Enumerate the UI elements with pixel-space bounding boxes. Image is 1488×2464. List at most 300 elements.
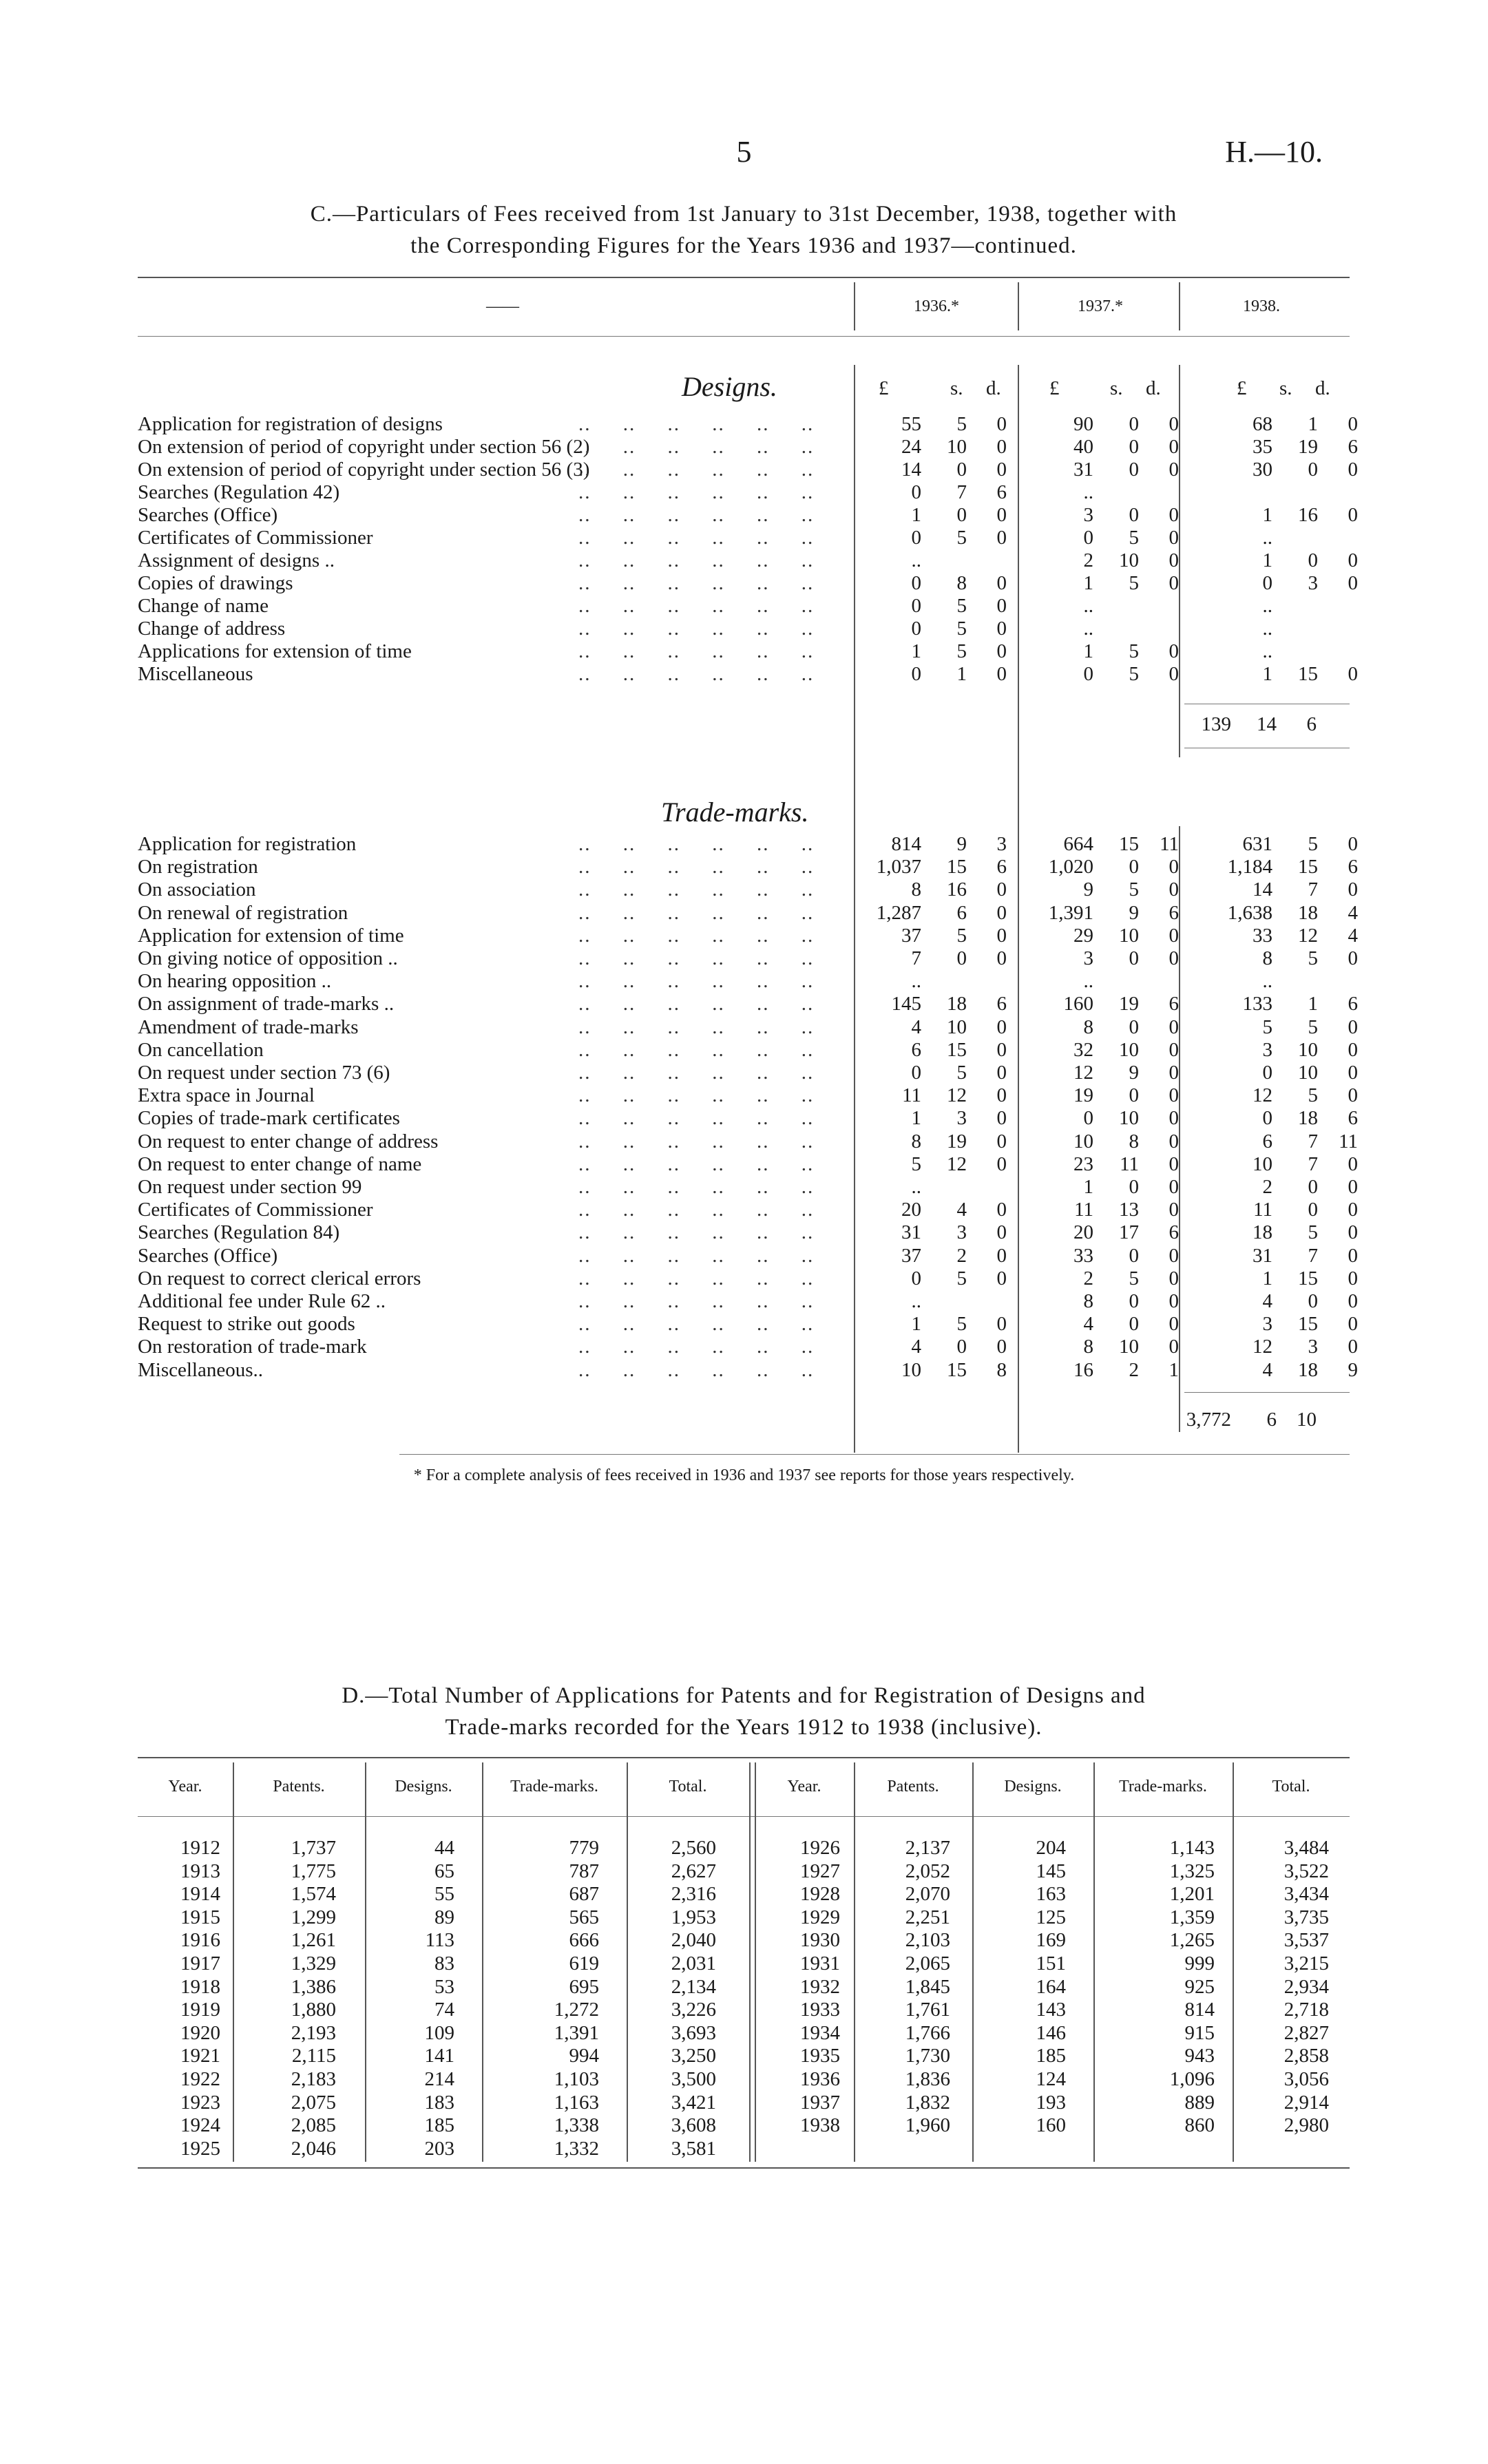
amount-pounds: 14 [901,459,921,481]
fee-amount-1936 [861,1267,1026,1290]
amount-shillings: 0 [956,1336,967,1358]
d-cell-year: 1930 [800,1929,840,1952]
d-cell-designs: 204 [1036,1837,1066,1859]
fee-amount-1938 [1212,856,1377,878]
d-table-row [0,1906,1488,1929]
fee-row-label: On restoration of trade-mark [138,1336,367,1358]
amount-shillings: 0 [1129,947,1139,969]
d-header-total-left: Total. [669,1778,707,1796]
amount-shillings: 5 [1308,1221,1318,1244]
fee-amount-1938 [1212,1107,1377,1130]
c-col-divider-3 [1179,282,1180,330]
amount-pence: 0 [996,901,1007,924]
amount-shillings: 19 [947,1130,967,1152]
amount-pounds: 31 [901,1221,921,1244]
fee-amount-1937 [1033,1016,1198,1039]
fee-amount-1937 [1033,640,1198,663]
amount-pounds: .. [911,1290,921,1312]
fee-amount-1937 [1033,481,1198,504]
d-cell-designs: 113 [425,1929,454,1952]
amount-pounds: 8 [911,878,921,901]
d-cell-year: 1938 [800,2114,840,2137]
d-cell-year: 1912 [180,1837,220,1859]
d-cell-patents: 2,137 [905,1837,950,1859]
amount-pounds: 11 [1074,1199,1093,1221]
amount-pounds: 1,184 [1227,856,1272,878]
amount-pence: 6 [1169,993,1179,1015]
d-cell-designs: 185 [1036,2045,1066,2067]
amount-shillings: 5 [1129,527,1139,549]
fee-amount-1937 [1033,1039,1198,1062]
unit-shilling-1936: s. [950,377,963,399]
amount-pounds: 37 [901,924,921,947]
leader-dots: .. .. .. .. .. .. [578,640,815,662]
d-cell-patents: 1,845 [905,1975,950,1998]
amount-pence: 6 [1348,993,1358,1015]
d-cell-designs: 151 [1036,1952,1066,1975]
d-cell-total: 3,522 [1283,1860,1329,1882]
amount-pounds: 9 [1083,878,1093,901]
amount-pounds: 1,287 [876,901,921,924]
amount-pence: 0 [996,459,1007,481]
d-cell-total: 2,627 [671,1860,716,1882]
fee-row [138,572,1358,595]
d-cell-designs: 109 [424,2021,454,2044]
leader-dots: .. .. .. .. .. .. [578,1290,815,1312]
fee-amount-1936 [861,1199,1026,1221]
fee-row [138,924,1358,947]
amount-pounds: 4 [1083,1313,1093,1336]
fee-amount-1936 [861,1290,1026,1313]
fee-amount-1938 [1212,1313,1377,1336]
leader-dots: .. .. .. .. .. .. [578,1221,815,1244]
d-cell-patents: 1,299 [291,1906,336,1928]
d-cell-trademarks: 925 [1184,1975,1215,1998]
fee-amount-1936 [861,902,1026,925]
d-cell-year: 1934 [800,2021,840,2044]
amount-pence: 0 [1348,572,1358,594]
amount-pounds: 0 [911,595,921,617]
fee-row-label: On extension of period of copyright under section 56 (3) [138,459,590,481]
fee-row-label: Request to strike out goods [138,1313,355,1336]
d-cell-designs: 183 [424,2091,454,2114]
amount-shillings: 12 [947,1152,967,1175]
d-cell-total: 3,484 [1283,1837,1329,1859]
amount-pounds: 55 [901,413,921,435]
fee-amount-1937 [1033,1359,1198,1382]
d-header-trademarks-right: Trade-marks. [1119,1778,1207,1796]
d-cell-trademarks: 1,325 [1169,1860,1215,1882]
amount-pence: 0 [1169,1015,1179,1038]
fee-row [138,481,1350,504]
amount-shillings: 15 [1298,856,1318,878]
fee-amount-1938 [1212,436,1377,459]
d-cell-year: 1922 [180,2068,220,2090]
amount-pence: 0 [1348,504,1358,526]
amount-pounds: 3 [1262,1038,1272,1061]
amount-pence: 0 [996,1107,1007,1130]
leader-dots: .. .. .. .. .. .. [578,878,815,901]
amount-shillings: 5 [1129,572,1139,594]
amount-pounds: 2 [1083,549,1093,571]
amount-shillings: 0 [1129,459,1139,481]
fee-row [138,1152,1358,1176]
d-cell-trademarks: 1,272 [554,1999,599,2021]
amount-pence: 0 [1169,1199,1179,1221]
amount-pence: 6 [1348,1107,1358,1130]
amount-pounds: 37 [901,1244,921,1267]
unit-pence-1938: d. [1315,377,1330,399]
fee-amount-1936 [861,856,1026,878]
leader-dots: .. .. .. .. .. .. [578,549,815,571]
amount-pounds: .. [1083,618,1093,640]
d-cell-trademarks: 1,338 [554,2114,599,2137]
d-cell-year: 1921 [180,2045,220,2067]
amount-pounds: .. [911,970,921,993]
d-cell-patents: 1,737 [291,1837,336,1859]
amount-pence: 0 [1348,1062,1358,1084]
fee-row-label: Amendment of trade-marks [138,1015,359,1038]
amount-pence: 0 [1348,413,1358,435]
fee-amount-1938 [1212,527,1377,549]
d-cell-trademarks: 1,359 [1169,1906,1215,1928]
d-cell-trademarks: 814 [1184,1999,1215,2021]
fee-row-label: On renewal of registration [138,901,348,924]
d-cell-designs: 160 [1036,2114,1066,2137]
amount-pounds: 1 [1083,1176,1093,1198]
amount-shillings: 18 [1298,901,1318,924]
amount-pence: 0 [1348,549,1358,571]
fee-amount-1936 [861,572,1026,595]
amount-pounds: 0 [911,663,921,685]
fee-amount-1938 [1212,504,1377,527]
amount-pence: 0 [1169,1130,1179,1152]
section-d-title-line2: Trade-marks recorded for the Years 1912 to 1938 (inclusive). [445,1715,1042,1740]
d-cell-year: 1937 [800,2091,840,2114]
amount-pounds: 10 [1253,1152,1272,1175]
leader-dots: .. .. .. .. .. .. [578,1062,815,1084]
d-cell-year: 1916 [180,1929,220,1952]
amount-shillings: 5 [956,413,967,435]
d-cell-total: 3,500 [671,2068,716,2090]
designs-total-pounds: 139 [1201,713,1231,735]
d-cell-patents: 2,075 [291,2091,336,2114]
amount-pounds: 133 [1242,993,1272,1015]
fee-row-label: Change of address [138,618,286,640]
d-cell-total: 2,914 [1283,2091,1329,2114]
fee-amount-1938 [1212,1221,1377,1244]
fee-amount-1936 [861,878,1026,901]
amount-pence: 0 [996,413,1007,435]
d-cell-trademarks: 787 [569,1860,599,1882]
fee-row-label: Extra space in Journal [138,1084,315,1107]
leader-dots: .. .. .. .. .. .. [578,1358,815,1381]
d-cell-year: 1926 [800,1837,840,1859]
amount-shillings: 10 [1119,549,1139,571]
amount-pence: 0 [1169,856,1179,878]
leader-dots: .. .. .. .. .. .. [578,436,815,458]
amount-pounds: 8 [1083,1290,1093,1312]
amount-shillings: 15 [947,1358,967,1381]
fee-amount-1937 [1033,436,1198,459]
amount-shillings: 0 [1129,1244,1139,1267]
amount-pounds: 0 [911,1062,921,1084]
fee-amount-1938 [1212,878,1377,901]
fee-amount-1937 [1033,413,1198,436]
d-cell-total: 2,980 [1283,2114,1329,2137]
amount-pounds: 12 [1253,1336,1272,1358]
amount-shillings: 0 [1129,1290,1139,1312]
leader-dots: .. .. .. .. .. .. [578,481,815,503]
amount-pounds: 3 [1083,504,1093,526]
fee-amount-1936 [861,1084,1026,1107]
d-header-year-right: Year. [787,1778,821,1796]
leader-dots: .. .. .. .. .. .. [578,924,815,947]
amount-pounds: 664 [1063,833,1093,855]
section-d-title [138,1680,1350,1743]
d-cell-trademarks: 860 [1184,2114,1215,2137]
amount-pence: 0 [1348,1313,1358,1336]
fee-amount-1938 [1212,1084,1377,1107]
d-cell-designs: 163 [1036,1883,1066,1906]
d-cell-patents: 1,832 [905,2091,950,2114]
amount-pence: 9 [1348,1358,1358,1381]
fee-amount-1937 [1033,1153,1198,1176]
amount-pence: 0 [1169,640,1179,662]
amount-shillings: 12 [947,1084,967,1107]
leader-dots: .. .. .. .. .. .. [578,947,815,969]
d-cell-patents: 2,183 [291,2068,336,2090]
leader-dots: .. .. .. .. .. .. [578,970,815,993]
leader-dots: .. .. .. .. .. .. [578,1152,815,1175]
amount-shillings: 0 [956,504,967,526]
fee-row-label: On cancellation [138,1038,264,1061]
amount-pence: 0 [1348,833,1358,855]
d-cell-trademarks: 1,163 [554,2091,599,2114]
amount-pence: 0 [1348,663,1358,685]
amount-shillings: 3 [956,1107,967,1130]
d-header-total-right: Total. [1272,1778,1310,1796]
fee-row [138,1221,1358,1244]
amount-pence: 0 [1169,549,1179,571]
amount-pounds: 1,638 [1227,901,1272,924]
fee-row-label: On request to correct clerical errors [138,1267,421,1289]
designs-total-pence: 6 [1306,713,1317,735]
amount-pence: 0 [1169,1038,1179,1061]
d-cell-total: 2,560 [671,1837,716,1859]
amount-pounds: 5 [1262,1015,1272,1038]
d-table-row [0,1999,1488,2021]
fee-amount-1937 [1033,1084,1198,1107]
amount-pounds: 6 [911,1038,921,1061]
amount-pounds: 29 [1073,924,1093,947]
fee-amount-1936 [861,1153,1026,1176]
d-cell-designs: 141 [424,2045,454,2067]
amount-shillings: 0 [1129,436,1139,458]
amount-shillings: 5 [956,618,967,640]
amount-pence: 0 [1348,1199,1358,1221]
leader-dots: .. .. .. .. .. .. [578,413,815,435]
fee-amount-1938 [1212,1039,1377,1062]
amount-pounds: 8 [1262,947,1272,969]
fee-row-label: On giving notice of opposition .. [138,947,398,969]
fee-amount-1937 [1033,1336,1198,1358]
d-cell-trademarks: 666 [569,1929,599,1952]
amount-pence: 3 [996,833,1007,855]
fee-row-label: Change of name [138,595,269,617]
amount-pence: 6 [996,481,1007,503]
document-reference: H.—10. [1225,135,1323,169]
leader-dots: .. .. .. .. .. .. [578,1107,815,1130]
d-cell-designs: 89 [434,1906,454,1928]
amount-shillings: 8 [1129,1130,1139,1152]
amount-pounds: 1 [911,640,921,662]
d-cell-designs: 169 [1036,1929,1066,1952]
amount-pounds: 6 [1262,1130,1272,1152]
amount-shillings: 0 [1129,1313,1139,1336]
amount-shillings: 10 [1298,1062,1318,1084]
amount-pounds: 0 [1083,1107,1093,1130]
d-cell-patents: 1,836 [905,2068,950,2090]
amount-pence: 0 [996,878,1007,901]
c-col-divider-2 [1018,282,1019,330]
d-table-row [0,1883,1488,1906]
c-header-1936: 1936.* [914,297,959,315]
trademarks-total-shillings: 6 [1266,1409,1277,1431]
amount-pounds: 5 [911,1152,921,1175]
fee-row [138,436,1358,459]
fee-row-label: Searches (Regulation 84) [138,1221,340,1244]
fee-amount-1938 [1212,572,1377,595]
d-cell-designs: 146 [1036,2021,1066,2044]
c-table-top-rule [138,277,1350,278]
fee-row [138,1130,1358,1153]
d-cell-total: 2,316 [671,1883,716,1906]
amount-pounds: 1 [911,1313,921,1336]
fee-row-label: Searches (Office) [138,504,278,526]
fee-row [138,1290,1358,1313]
amount-pounds: 90 [1073,413,1093,435]
amount-pounds: 7 [911,947,921,969]
amount-pence: 0 [996,595,1007,617]
fee-amount-1937 [1033,925,1198,947]
amount-shillings: 18 [947,993,967,1015]
fee-amount-1937 [1033,595,1198,618]
leader-dots: .. .. .. .. .. .. [578,833,815,855]
d-cell-patents: 1,386 [291,1975,336,1998]
d-cell-trademarks: 999 [1184,1952,1215,1975]
d-header-designs-right: Designs. [1004,1778,1062,1796]
fee-amount-1936 [861,993,1026,1015]
amount-pence: 0 [1169,1313,1179,1336]
d-cell-total: 3,215 [1283,1952,1329,1975]
fee-amount-1937 [1033,947,1198,970]
d-table-row [0,2068,1488,2091]
d-cell-designs: 83 [434,1952,454,1975]
fee-amount-1938 [1212,1199,1377,1221]
fee-amount-1937 [1033,833,1198,856]
amount-pounds: 1 [1262,549,1272,571]
amount-pence: 6 [1169,901,1179,924]
amount-shillings: 10 [1298,1038,1318,1061]
fee-row [138,1062,1358,1084]
fee-amount-1938 [1212,413,1377,436]
d-cell-designs: 125 [1036,1906,1066,1928]
amount-pence: 6 [1348,856,1358,878]
leader-dots: .. .. .. .. .. .. [578,1244,815,1267]
amount-pounds: 8 [1083,1015,1093,1038]
fee-amount-1937 [1033,878,1198,901]
amount-pounds: 32 [1073,1038,1093,1061]
amount-shillings: 5 [1308,947,1318,969]
fee-amount-1938 [1212,1336,1377,1358]
fee-row-label: On request under section 99 [138,1176,362,1198]
d-cell-year: 1917 [180,1952,220,1975]
amount-pence: 0 [996,1336,1007,1358]
amount-pence: 0 [996,1199,1007,1221]
fee-row [138,1199,1358,1221]
amount-shillings: 15 [1298,1267,1318,1289]
amount-pence: 0 [1169,1267,1179,1289]
fee-amount-1936 [861,549,1026,572]
amount-pounds: 2 [1083,1267,1093,1289]
d-cell-total: 3,226 [671,1999,716,2021]
fee-amount-1937 [1033,970,1198,993]
fee-amount-1936 [861,413,1026,436]
fee-row [138,640,1350,663]
amount-shillings: 10 [1119,1336,1139,1358]
amount-pounds: .. [911,549,921,571]
amount-shillings: 5 [1308,833,1318,855]
amount-shillings: 9 [956,833,967,855]
amount-pence: 0 [1169,527,1179,549]
fee-amount-1938 [1212,1062,1377,1084]
amount-pounds: 0 [911,1267,921,1289]
amount-pounds: 1 [1262,504,1272,526]
d-cell-designs: 44 [434,1837,454,1859]
fee-amount-1937 [1033,1267,1198,1290]
fee-amount-1936 [861,1039,1026,1062]
amount-pence: 0 [996,1084,1007,1107]
amount-pounds: 14 [1253,878,1272,901]
leader-dots: .. .. .. .. .. .. [578,1038,815,1061]
fee-amount-1936 [861,1245,1026,1267]
leader-dots: .. .. .. .. .. .. [578,663,815,685]
fee-row [138,970,1350,993]
fee-amount-1937 [1033,527,1198,549]
amount-shillings: 0 [1308,459,1318,481]
fee-amount-1937 [1033,993,1198,1015]
amount-shillings: 16 [1298,504,1318,526]
fee-amount-1936 [861,1130,1026,1153]
d-cell-total: 3,537 [1283,1929,1329,1952]
amount-shillings: 19 [1119,993,1139,1015]
fee-row [138,527,1350,549]
c-header-1937: 1937.* [1078,297,1123,315]
d-cell-patents: 2,065 [905,1952,950,1975]
amount-pounds: 4 [1262,1290,1272,1312]
amount-shillings: 18 [1298,1107,1318,1130]
amount-pence: 8 [996,1358,1007,1381]
d-cell-year: 1915 [180,1906,220,1928]
page-number: 5 [736,135,752,169]
d-cell-trademarks: 1,332 [554,2137,599,2160]
fee-row-label: On association [138,878,256,901]
d-cell-patents: 2,193 [291,2021,336,2044]
fee-amount-1937 [1033,663,1198,686]
fee-row [138,595,1350,618]
leader-dots: .. .. .. .. .. .. [578,1336,815,1358]
